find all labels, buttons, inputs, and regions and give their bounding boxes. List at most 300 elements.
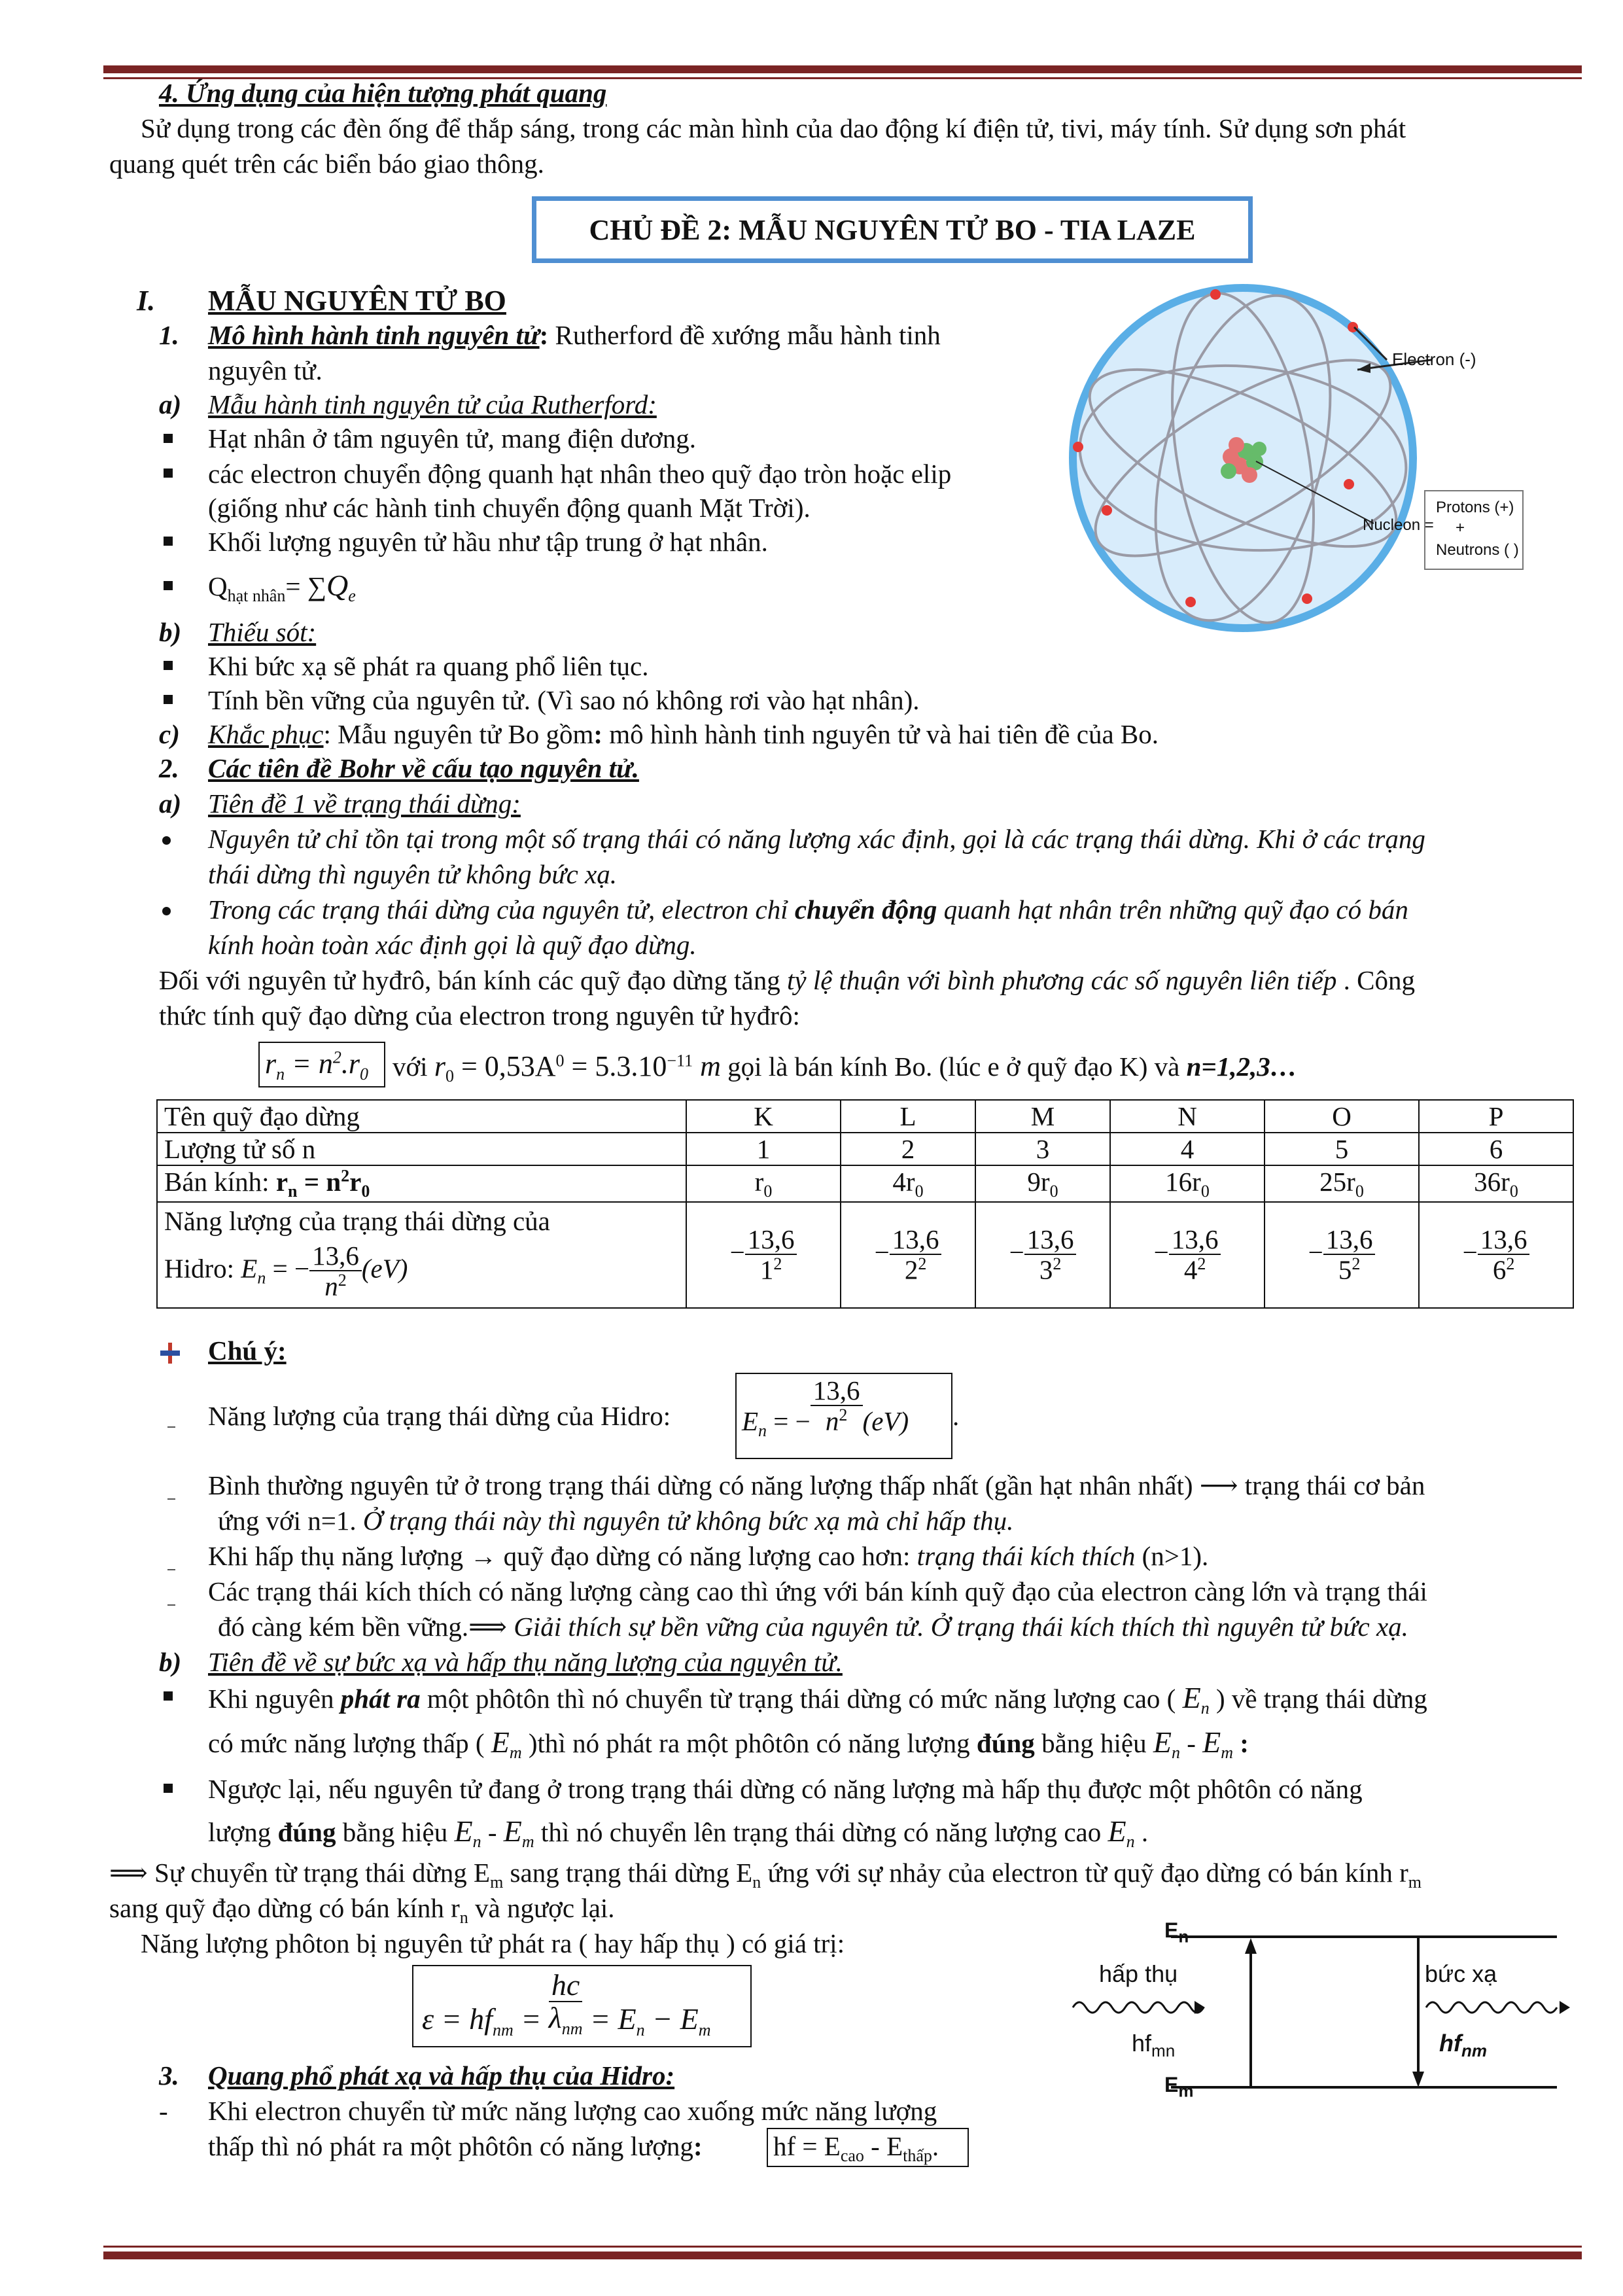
energy-head-2: Hidro: — [164, 1253, 241, 1284]
minus: − — [874, 1237, 890, 1267]
frac-sup: 2 — [1197, 1254, 1206, 1274]
radius-head-a: Bán kính: — [164, 1167, 276, 1197]
t1m2: m — [1408, 1873, 1422, 1892]
b4n2: n — [1126, 1832, 1135, 1852]
absorb-hf — [1132, 2030, 1175, 2061]
q-e: e — [348, 586, 356, 606]
radius-head-sub2: 0 — [361, 1182, 370, 1201]
frac-den: 4 — [1183, 1255, 1198, 1286]
bullet-square — [164, 1784, 173, 1793]
energy-den: n — [324, 1271, 338, 1301]
d-En: E — [1164, 1918, 1179, 1942]
s1c-line — [208, 718, 1159, 750]
b1n: n — [1200, 1699, 1210, 1718]
frac-num: 13,6 — [1478, 1226, 1530, 1255]
b2m2: m — [1221, 1743, 1234, 1763]
s3l2a: thấp thì nó phát ra một phôtôn có năng lượng — [208, 2131, 693, 2161]
hp1c: . Công — [1336, 965, 1415, 995]
n2it: Ở trạng thái này thì nguyên tử không bức xạ mà chỉ hấp thụ. — [362, 1506, 1014, 1536]
table-cell — [686, 1202, 841, 1308]
hydrogen-para-1 — [159, 964, 1415, 996]
bullet-square — [164, 695, 173, 704]
frac-sup: 2 — [1352, 1254, 1361, 1274]
table-cell — [841, 1165, 975, 1202]
s2b-title: Tiên đề về sự bức xạ và hấp thụ năng lượng của nguyên tử. — [208, 1647, 843, 1677]
emit-label: bức xạ — [1425, 1960, 1497, 1987]
energy-frac — [745, 1226, 797, 1284]
f-n123: n=1,2,3… — [1186, 1051, 1297, 1082]
radius-val: 16r — [1165, 1167, 1201, 1197]
s1b-label: b) — [159, 617, 182, 647]
f-eq: = n — [285, 1048, 333, 1080]
table-cell — [1265, 1165, 1419, 1202]
b4c: thì nó chuyển lên trạng thái dừng có năng lượng cao — [534, 1817, 1108, 1847]
energy-head-1: Năng lượng của trạng thái dừng của — [164, 1206, 550, 1237]
b4Em: E — [503, 1814, 522, 1848]
frac-den: 5 — [1338, 1255, 1352, 1286]
q-rest: = ∑ — [285, 571, 327, 601]
s2b-line2 — [208, 1725, 1249, 1763]
table-cell: 2 — [841, 1133, 975, 1165]
nf-den: n — [825, 1405, 839, 1436]
energy-frac — [309, 1242, 362, 1301]
transition-line1 — [109, 1857, 1422, 1892]
s2b-label: b) — [159, 1647, 182, 1677]
b1a: Khi nguyên — [208, 1684, 341, 1714]
minus: − — [1308, 1237, 1323, 1267]
f-0: 0 — [359, 1064, 368, 1084]
s1-title: Mô hình hành tinh nguyên tử — [208, 320, 540, 350]
pushpin-icon — [159, 1341, 181, 1368]
t1c: ứng với sự nhảy của electron từ quỹ đạo dừng có bán kính r — [761, 1858, 1408, 1888]
frac-sup: 2 — [918, 1254, 927, 1274]
b4dot: . — [1134, 1817, 1149, 1847]
f-r-bo: r — [434, 1050, 445, 1082]
s3-dash: - — [159, 2096, 168, 2126]
energy-num: 13,6 — [309, 1242, 362, 1271]
d-Em: E — [1164, 2073, 1179, 2096]
radius-head-sub: n — [288, 1182, 298, 1201]
box-b: - E — [864, 2131, 903, 2161]
table-cell: 5 — [1265, 1133, 1419, 1165]
frac-num: 13,6 — [1024, 1226, 1077, 1255]
nf-n: n — [758, 1421, 767, 1441]
s1-heading — [208, 319, 941, 351]
header-rule — [103, 65, 1582, 73]
b1bi: phát ra — [340, 1684, 421, 1714]
s3-line2 — [208, 2130, 703, 2162]
s1c-text2: mô hình hành tinh nguyên tử và hai tiên đề của Bo. — [602, 719, 1159, 749]
b2c: )thì nó phát ra một phôtôn có năng lượng — [521, 1728, 977, 1758]
table-cell: P — [1419, 1100, 1573, 1133]
f-voi: với — [393, 1051, 434, 1082]
b4m: m — [521, 1832, 534, 1852]
s1-text2: nguyên tử. — [208, 355, 323, 385]
f-val: = 0,53A — [453, 1050, 556, 1082]
bullet-square — [164, 581, 173, 590]
eq-m: m — [698, 2021, 711, 2040]
n3it: trạng thái kích thích — [916, 1541, 1136, 1571]
diagram-En — [1164, 1918, 1189, 1947]
dash-bullet — [167, 1604, 175, 1606]
table-cell: 3 — [975, 1133, 1110, 1165]
b4n: n — [472, 1832, 481, 1852]
n3c: (n>1). — [1135, 1541, 1209, 1571]
eq-frac — [549, 1969, 583, 2038]
minus: − — [1009, 1237, 1024, 1267]
postulate1-line3 — [208, 894, 1408, 925]
frac-sup: 2 — [773, 1254, 782, 1274]
s1b-bullet-2: Tính bền vững của nguyên tử. (Vì sao nó không rơi vào hạt nhân). — [208, 685, 920, 715]
dash-bullet — [167, 1569, 175, 1570]
s1-text: Rutherford đề xướng mẫu hành tinh — [548, 320, 941, 350]
table-cell — [975, 1165, 1110, 1202]
absorb-arrow-head — [1245, 1938, 1257, 1954]
f-n: n — [276, 1064, 285, 1084]
s1c-title: Khắc phục — [208, 719, 324, 749]
neutrons-label: Neutrons ( ) — [1436, 541, 1519, 559]
bullet-dot — [162, 836, 171, 845]
postulate1-line1: Nguyên tử chỉ tồn tại trong một số trạng thái có năng lượng xác định, gọi là các trạng thái dừng. Khi ở các trạng — [208, 824, 1425, 854]
n4b: đó càng kém bền vững. — [218, 1612, 469, 1642]
eq-minus: − E — [644, 2002, 699, 2036]
minus: − — [1153, 1237, 1169, 1267]
s1b-title: Thiếu sót: — [208, 617, 317, 647]
s1c-colon: : — [593, 719, 602, 749]
bullet-dot — [162, 907, 171, 915]
q-sub: hạt nhân — [227, 586, 286, 606]
bullet-square — [164, 537, 173, 546]
table-row — [157, 1202, 1573, 1308]
part-i-number: I. — [137, 285, 156, 317]
b4En: E — [454, 1814, 473, 1848]
photon-energy-text: Năng lượng phôton bị nguyên tử phát ra ( hay hấp thụ ) có giá trị: — [141, 1928, 845, 1958]
table-row — [157, 1100, 1573, 1133]
radius-formula — [265, 1047, 368, 1084]
s1a-bullet-1: Hạt nhân ở tâm nguyên tử, mang điện dương. — [208, 423, 696, 453]
f-exp: −11 — [667, 1051, 693, 1070]
topic-title-box — [532, 196, 1253, 263]
energy-frac — [1323, 1226, 1376, 1284]
s1c-text: : Mẫu nguyên tử Bo gồm — [323, 719, 594, 749]
radius-head-c: = n — [297, 1167, 341, 1197]
b4a: lượng — [208, 1817, 278, 1847]
frac-den: 1 — [759, 1255, 774, 1286]
s1a-bullet-2-cont: (giống như các hành tinh chuyển động quanh Mặt Trời). — [208, 493, 811, 523]
t1m: m — [490, 1873, 504, 1892]
bullet-square — [164, 1691, 173, 1701]
radius-formula-rest — [393, 1050, 1297, 1086]
d-Em-sub: m — [1178, 2081, 1194, 2101]
t2a: sang quỹ đạo dừng có bán kính r — [109, 1893, 460, 1923]
minus: − — [729, 1237, 745, 1267]
radius-sub: 0 — [915, 1182, 924, 1201]
t2b: và ngược lại. — [468, 1893, 615, 1923]
frac-num: 13,6 — [1169, 1226, 1221, 1255]
table-row — [157, 1133, 1573, 1165]
frac-den: 3 — [1039, 1255, 1053, 1286]
eq-num: hc — [549, 1969, 582, 2002]
s2a-title: Tiên đề 1 về trạng thái dừng: — [208, 788, 521, 819]
s2-title: Các tiên đề Bohr về cấu tạo nguyên tử. — [208, 753, 639, 783]
s1a-label: a) — [159, 389, 182, 419]
radius-val: 25r — [1319, 1167, 1355, 1197]
topic-title: CHỦ ĐỀ 2: MẪU NGUYÊN TỬ BO - TIA LAZE — [589, 213, 1196, 246]
eq-eq: = — [513, 2002, 549, 2036]
emit-arrow-head — [1412, 2072, 1424, 2087]
box-thap: thấp — [903, 2146, 932, 2166]
eq-n: n — [636, 2021, 645, 2040]
energy-formula — [742, 1375, 909, 1441]
nf-num: 13,6 — [811, 1377, 863, 1406]
radius-sub: 0 — [763, 1182, 773, 1201]
table-cell — [1419, 1165, 1573, 1202]
table-cell: M — [975, 1100, 1110, 1133]
note-2-line2 — [218, 1505, 1013, 1536]
b4minus: - — [481, 1817, 504, 1847]
n4arrow: ⟹ — [468, 1612, 507, 1642]
b2a: có mức năng lượng thấp ( — [208, 1728, 491, 1758]
eq-den-sub: nm — [561, 2019, 583, 2039]
nf-eq: = − — [767, 1406, 811, 1437]
b2colon: : — [1233, 1728, 1249, 1758]
note-1-dot: . — [952, 1401, 960, 1431]
atom-diagram — [1060, 262, 1577, 641]
charge-formula — [208, 568, 356, 606]
frac-den: 6 — [1492, 1255, 1507, 1286]
radius-sub: 0 — [1355, 1182, 1364, 1201]
eq-den: λ — [548, 2001, 562, 2035]
b2bold: đúng — [976, 1728, 1035, 1758]
energy-frac — [1478, 1226, 1530, 1284]
radius-head-sup: 2 — [341, 1166, 350, 1186]
radius-head-d: r — [349, 1167, 362, 1197]
table-cell: 4 — [1110, 1133, 1265, 1165]
b2d: bằng hiệu — [1034, 1728, 1153, 1758]
f-r0: .r — [341, 1048, 360, 1080]
energy-eq: = − — [266, 1253, 310, 1284]
d-En-sub: n — [1178, 1926, 1189, 1947]
q-Q: Q — [326, 569, 349, 602]
table-cell: Lượng tử số n — [157, 1133, 686, 1165]
n3a: Khi hấp thụ năng lượng → quỹ đạo dừng có năng lượng cao hơn: — [208, 1541, 917, 1571]
f-m: m — [693, 1050, 721, 1082]
protons-label: Protons (+) — [1436, 499, 1514, 516]
s1a-title: Mẫu hành tinh nguyên tử của Rutherford: — [208, 389, 657, 419]
table-cell — [1110, 1202, 1265, 1308]
n2b: ứng với n=1. — [218, 1506, 363, 1536]
radius-val: 36r — [1474, 1167, 1510, 1197]
radius-val: 9r — [1027, 1167, 1050, 1197]
frac-num: 13,6 — [745, 1226, 797, 1255]
s2b-line1 — [208, 1680, 1427, 1718]
dash-bullet — [167, 1498, 175, 1500]
postulate1-line4: kính hoàn toàn xác định gọi là quỹ đạo dừng. — [208, 930, 697, 960]
t1n: n — [752, 1873, 761, 1892]
energy-den-sup: 2 — [338, 1271, 347, 1290]
note-2-line1: Bình thường nguyên tử ở trong trạng thái dừng có năng lượng thấp nhất (gần hạt nhân nhất) ⟶ trạng thái cơ bản — [208, 1470, 1425, 1500]
frac-sup: 2 — [1053, 1254, 1062, 1274]
b2minus: - — [1179, 1728, 1203, 1758]
table-cell: N — [1110, 1100, 1265, 1133]
energy-frac — [1024, 1226, 1077, 1284]
note-1-text: Năng lượng của trạng thái dừng của Hidro: — [208, 1401, 671, 1431]
emit-sub: nm — [1461, 2041, 1487, 2061]
emit-wave — [1426, 2002, 1557, 2013]
b1d: ) về trạng thái dừng — [1209, 1684, 1427, 1714]
n4it: Giải thích sự bền vững của nguyên tử. Ở trạng thái kích thích thì nguyên tử bức xạ. — [506, 1612, 1408, 1642]
note-4-line2 — [218, 1611, 1408, 1642]
nf-sup: 2 — [839, 1405, 848, 1425]
section-4-line1: Sử dụng trong các đèn ống để thắp sáng, trong các màn hình của dao động kí điện tử, tivi, máy tính. Sử dụng sơn phát — [141, 113, 1406, 143]
orbit-table — [156, 1099, 1574, 1309]
section-4-line2: quang quét trên các biển báo giao thông. — [109, 149, 544, 179]
p1l3c: quanh hạt nhân trên những quỹ đạo có bán — [937, 894, 1408, 925]
energy-E: E — [241, 1253, 258, 1284]
q-main: Q — [208, 571, 228, 601]
s1-number: 1. — [159, 320, 179, 350]
energy-level-diagram — [1060, 1924, 1577, 2120]
b1E: E — [1182, 1681, 1201, 1714]
abs-hf: hf — [1132, 2030, 1152, 2057]
note-3 — [208, 1540, 1208, 1572]
table-cell — [975, 1202, 1110, 1308]
b1c: một phôtôn thì nó chuyển từ trạng thái dừng có mức năng lượng cao ( — [420, 1684, 1183, 1714]
b4b: bằng hiệu — [336, 1817, 455, 1847]
plus-label: + — [1456, 519, 1465, 537]
footer-rule — [103, 2252, 1582, 2259]
s1a-bullet-3: Khối lượng nguyên tử hầu như tập trung ở hạt nhân. — [208, 527, 768, 557]
abs-sub: mn — [1151, 2041, 1176, 2061]
table-cell — [841, 1202, 975, 1308]
note-title: Chú ý: — [208, 1335, 287, 1366]
emit-hf-text: hf — [1439, 2030, 1461, 2057]
b4E: E — [1108, 1814, 1126, 1848]
frac-sup: 2 — [1506, 1254, 1515, 1274]
table-cell — [157, 1165, 686, 1202]
footer-rule-thin — [103, 2246, 1582, 2248]
table-cell — [1419, 1202, 1573, 1308]
table-row — [157, 1165, 1573, 1202]
nf-unit: (eV) — [862, 1406, 909, 1437]
absorb-label: hấp thụ — [1099, 1960, 1178, 1987]
section-4-title: 4. Ứng dụng của hiện tượng phát quang — [159, 78, 607, 108]
f-sup0: 0 — [555, 1051, 565, 1070]
postulate1-line2: thái dừng thì nguyên tử không bức xạ. — [208, 859, 618, 889]
radius-val: 4r — [892, 1167, 915, 1197]
bullet-square — [164, 468, 173, 478]
f-0b: 0 — [445, 1067, 454, 1086]
s2a-label: a) — [159, 788, 182, 819]
b2Em: E — [1202, 1725, 1221, 1759]
eq-nm: nm — [492, 2021, 514, 2040]
radius-sub: 0 — [1049, 1182, 1058, 1201]
box-a: hf = E — [773, 2131, 841, 2161]
bullet-square — [164, 434, 173, 443]
box-dot: . — [932, 2131, 939, 2161]
minus: − — [1462, 1237, 1478, 1267]
energy-frac — [1169, 1226, 1221, 1284]
s1c-label: c) — [159, 719, 180, 749]
table-cell: 6 — [1419, 1133, 1573, 1165]
s1a-bullet-2: các electron chuyển động quanh hạt nhân theo quỹ đạo tròn hoặc elip — [208, 459, 952, 489]
eq-eps: ε = hf — [422, 2002, 493, 2036]
frac-den: 2 — [904, 1255, 918, 1286]
emit-hf — [1439, 2030, 1487, 2061]
diagram-Em — [1164, 2073, 1193, 2101]
t1arrow: ⟹ — [109, 1858, 148, 1888]
energy-En: n — [257, 1268, 266, 1288]
energy-unit: (eV) — [361, 1253, 408, 1284]
eq-rest: = E — [582, 2002, 637, 2036]
part-i-title: MẪU NGUYÊN TỬ BO — [208, 285, 506, 317]
f-rest: gọi là bán kính Bo. (lúc e ở quỹ đạo K) và — [720, 1051, 1187, 1082]
nf-E: E — [742, 1406, 759, 1437]
b2n: n — [1171, 1743, 1180, 1763]
s3l2colon: : — [693, 2131, 703, 2161]
hf-formula — [773, 2130, 939, 2166]
p1l3b: chuyển động — [794, 894, 937, 925]
table-cell: O — [1265, 1100, 1419, 1133]
s1-colon: : — [539, 320, 549, 350]
hydrogen-para-2: thức tính quỹ đạo dừng của electron trong nguyên tử hyđrô: — [159, 1000, 800, 1031]
t1a: Sự chuyển từ trạng thái dừng E — [147, 1858, 491, 1888]
s3-number: 3. — [159, 2060, 179, 2091]
b2m: m — [509, 1743, 522, 1763]
hp1a: Đối với nguyên tử hyđrô, bán kính các quỹ đạo dừng tăng — [159, 965, 787, 995]
table-cell: K — [686, 1100, 841, 1133]
s2-number: 2. — [159, 753, 179, 783]
table-cell: Tên quỹ đạo dừng — [157, 1100, 686, 1133]
t2n: n — [459, 1908, 468, 1928]
transition-line2 — [109, 1892, 615, 1928]
absorb-wave — [1073, 2002, 1204, 2013]
f-val2: = 5.3.10 — [564, 1050, 667, 1082]
s3-line1: Khi electron chuyển từ mức năng lượng cao xuống mức năng lượng — [208, 2096, 937, 2126]
b2E: E — [491, 1725, 510, 1759]
table-cell — [686, 1165, 841, 1202]
f-sq: 2 — [332, 1048, 341, 1067]
table-cell: 1 — [686, 1133, 841, 1165]
f-r: r — [265, 1048, 277, 1080]
radius-val: r — [754, 1167, 764, 1197]
radius-sub: 0 — [1200, 1182, 1210, 1201]
radius-sub: 0 — [1509, 1182, 1518, 1201]
table-cell — [157, 1202, 686, 1308]
nucleon-label: Nucleon = — [1363, 516, 1434, 534]
emit-wave-head — [1560, 2001, 1570, 2014]
box-cao: cao — [840, 2146, 864, 2166]
table-cell — [1110, 1165, 1265, 1202]
s3-title: Quang phổ phát xạ và hấp thụ của Hidro: — [208, 2060, 675, 2091]
s2b-line3: Ngược lại, nếu nguyên tử đang ở trong trạng thái dừng có năng lượng mà hấp thụ được một phôtôn có năng — [208, 1774, 1363, 1804]
radius-head-b: r — [275, 1167, 288, 1197]
s2b-line4 — [208, 1814, 1148, 1852]
photon-formula — [422, 1969, 711, 2038]
note-4-line1: Các trạng thái kích thích có năng lượng càng cao thì ứng với bán kính quỹ đạo của electron càng lớn và trạng thái — [208, 1576, 1427, 1606]
energy-frac — [890, 1226, 942, 1284]
table-cell: L — [841, 1100, 975, 1133]
dash-bullet — [167, 1426, 175, 1428]
frac-num: 13,6 — [1323, 1226, 1376, 1255]
bullet-square — [164, 661, 173, 670]
hp1it: tỷ lệ thuận với bình phương các số nguyên liên tiếp — [786, 965, 1337, 995]
t1b: sang trạng thái dừng E — [503, 1858, 753, 1888]
p1l3a: Trong các trạng thái dừng của nguyên tử, electron chỉ — [208, 894, 795, 925]
nf-frac — [811, 1377, 863, 1436]
b2En: E — [1153, 1725, 1172, 1759]
frac-num: 13,6 — [890, 1226, 942, 1255]
